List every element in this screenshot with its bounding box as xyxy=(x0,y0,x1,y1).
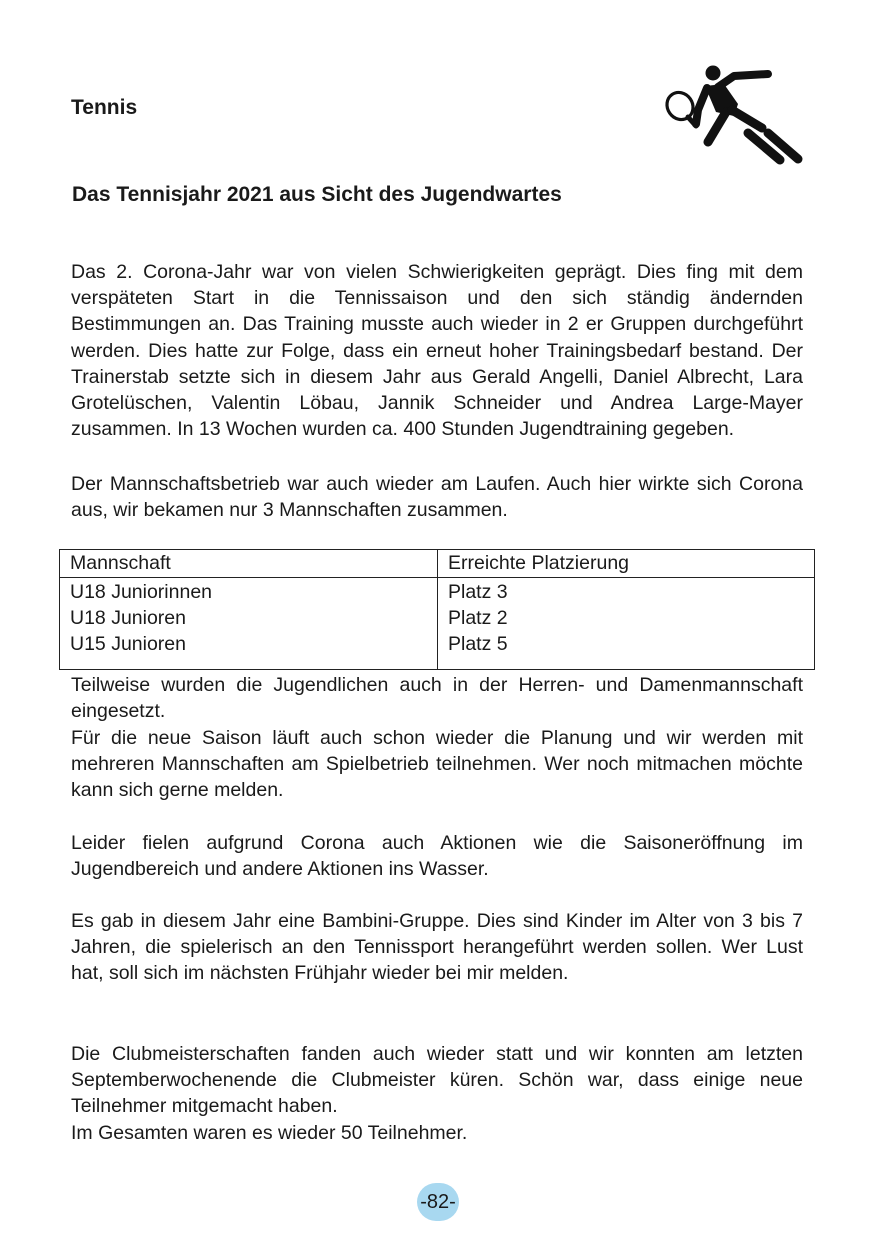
team-name: U15 Junioren xyxy=(70,633,186,655)
paragraph-bambini: Es gab in diesem Jahr eine Bambini-Gruppe. Dies sind Kinder im Alter von 3 bis 7 Jahren, die spielerisch an den Tennissport herangeführt werden sollen. Wer Lust hat, soll sich im nächsten Frühjahr wieder bei mir melden. xyxy=(71,910,803,985)
paragraph-adult-teams: Teilweise wurden die Jugendlichen auch in der Herren- und Damenmannschaft eingesetzt. xyxy=(71,674,803,723)
team-placement: Platz 2 xyxy=(448,607,508,629)
table-header-row xyxy=(60,550,815,578)
paragraph-participants: Im Gesamten waren es wieder 50 Teilnehmer. xyxy=(71,1122,468,1144)
header-team: Mannschaft xyxy=(60,550,438,578)
paragraph-club-championship: Die Clubmeisterschaften fanden auch wieder statt und wir konnten am letzten Septemberwochenende die Clubmeister küren. Schön war, dass einige neue Teilnehmer mitgemacht haben. xyxy=(71,1043,803,1118)
table-row xyxy=(60,578,815,670)
page-number: -82- xyxy=(417,1183,459,1221)
team-name: U18 Junioren xyxy=(70,607,186,629)
team-placement: Platz 5 xyxy=(448,633,508,655)
paragraph-new-season: Für die neue Saison läuft auch schon wieder die Planung und wir werden mit mehreren Mannschaften am Spielbetrieb teilnehmen. Wer noch mitmachen möchte kann sich gerne melden. xyxy=(71,727,803,802)
results-table xyxy=(59,549,815,670)
header-placement: Erreichte Platzierung xyxy=(438,550,815,578)
paragraph-intro: Das 2. Corona-Jahr war von vielen Schwierigkeiten geprägt. Dies fing mit dem verspäteten Start in die Tennissaison und den sich ständig ändernden Bestimmungen an. Das Training musste auch wieder in 2 er Gruppen durchgeführt werden. Dies hatte zur Folge, dass ein erneut hoher Trainingsbedarf bestand. Der Trainerstab setzte sich in diesem Jahr aus Gerald Angelli, Daniel Albrecht, Lara Grotelüschen, Valentin Löbau, Jannik Schneider und Andrea Large-Mayer zusammen. In 13 Wochen wurden ca. 400 Stunden Jugendtraining gegeben. xyxy=(71,261,803,441)
section-title: Tennis xyxy=(71,96,138,119)
article-title: Das Tennisjahr 2021 aus Sicht des Jugendwartes xyxy=(72,183,562,206)
team-name: U18 Juniorinnen xyxy=(70,581,213,603)
tennis-player-icon xyxy=(658,60,808,170)
placement-list xyxy=(438,578,815,670)
paragraph-teams: Der Mannschaftsbetrieb war auch wieder am Laufen. Auch hier wirkte sich Corona aus, wir bekamen nur 3 Mannschaften zusammen. xyxy=(71,473,803,522)
paragraph-cancelled-events: Leider fielen aufgrund Corona auch Aktionen wie die Saisoneröffnung im Jugendbereich und andere Aktionen ins Wasser. xyxy=(71,832,803,881)
team-placement: Platz 3 xyxy=(448,581,508,603)
team-list xyxy=(60,578,438,670)
